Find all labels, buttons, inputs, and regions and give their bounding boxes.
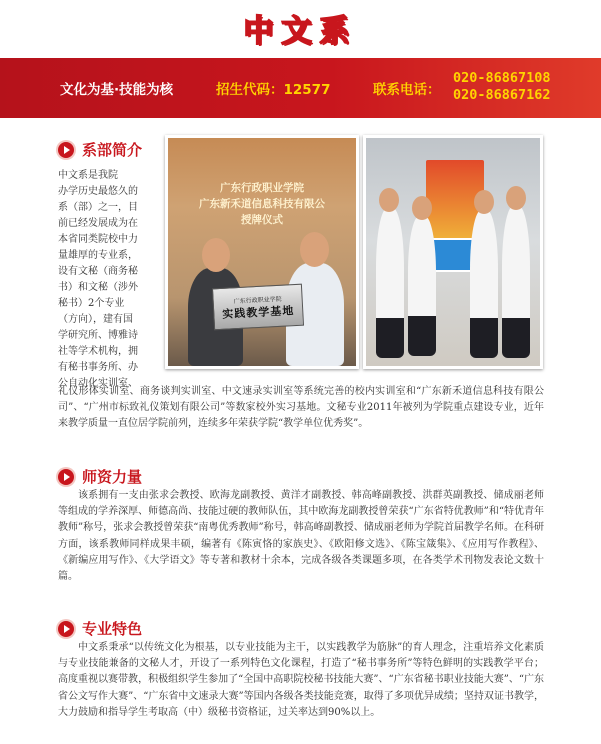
- photo-caption-3: 授牌仪式: [241, 214, 283, 226]
- photo-caption-2: 广东新禾道信息科技有限公: [199, 198, 325, 210]
- page-title: 中文系: [243, 14, 358, 49]
- intro-column-line: 本省同类院校中力: [58, 234, 138, 245]
- phone-number-1: 020-86867108: [453, 70, 551, 86]
- intro-column-line: 前已经发展成为在: [58, 218, 138, 229]
- play-arrow-icon: [58, 469, 74, 485]
- student-1-head: [379, 188, 399, 212]
- intro-column-line: 办学历史最悠久的: [58, 186, 138, 197]
- student-2: [408, 216, 436, 356]
- intro-column-line: 量雄厚的专业系，: [58, 250, 138, 261]
- student-3: [470, 210, 498, 358]
- motto-text: 文化为基·技能为核: [60, 82, 174, 98]
- students-photo: [363, 135, 543, 369]
- student-4-head: [506, 186, 526, 210]
- student-1: [376, 208, 404, 358]
- person-left-head: [202, 238, 230, 272]
- plaque: [212, 284, 304, 331]
- student-4: [502, 206, 530, 358]
- intro-column-text: [58, 168, 158, 392]
- intro-column-line: 中文系是我院: [58, 170, 118, 181]
- intro-column-line: 设有文秘（商务秘: [58, 266, 138, 277]
- intro-column-line: 学研究所、博雅诗: [58, 330, 138, 341]
- contact-label: 联系电话：: [373, 82, 441, 98]
- section-header-faculty: [58, 466, 142, 487]
- section-header-features: [58, 618, 142, 639]
- intro-column-line: （方向），建有国: [58, 314, 133, 325]
- plaque-small-text: 广东行政职业学院: [233, 295, 282, 305]
- intro-column-line: 书）和文秘（涉外: [58, 282, 138, 293]
- student-3-head: [474, 190, 494, 214]
- plaque-big-text: 实践教学基地: [221, 303, 295, 321]
- play-arrow-icon: [58, 621, 74, 637]
- section-header-intro: [58, 139, 142, 160]
- intro-full-text: 礼仪形体实训室、商务谈判实训室、中文速录实训室等系统完善的校内实训室和“广东新禾道信息科技有限公司”、“广州市标致礼仪策划有限公司”等数家校外实习基地。文秘专业2011年被列为学院重点建设专业，近年来教学质量一直位居学院前列，连续多年荣获学院“教学单位优秀奖”。: [58, 386, 544, 430]
- faculty-text: 该系拥有一支由张求会教授、欧海龙副教授、黄洋才副教授、韩高峰副教授、洪群英副教授、储成丽老师等组成的学养深厚、师德高尚、技能过硬的教师队伍，其中欧海龙副教授曾荣获“广东省特优教师”和“特优青年教师”称号，张求会教授曾荣获“南粤优秀教师”称号，韩高峰副教授、储成丽老师为学院首届教学名师。在科研方面，该系教师同样成果丰硕，编著有《陈寅恪的家族史》、《欧阳修文选》、《陈宝箴集》、《应用写作教程》、《新编应用写作》、《大学语文》等专著和教材十余本，完成各级各类课题多项，在各类学术刊物发表论文数十篇。: [58, 490, 544, 583]
- intro-column-line: 有秘书事务所、办: [58, 362, 138, 373]
- features-text: 中文系秉承“以传统文化为根基，以专业技能为主干，以实践教学为筋脉”的育人理念，注重培养文化素质与专业技能兼备的文秘人才，开设了一系列特色文化课程，打造了“秘书事务所”等特色鲜明的实践教学平台；高度重视以赛带教，积极组织学生参加了“全国中高职院校秘书技能大赛”、“广东省秘书职业技能大赛”、“广东省公文写作大赛”、“广东省中文速录大赛”等国内各级各类技能竞赛，取得了多项优异成绩；坚持双证书教学，大力鼓励和指导学生考取高（中）级秘书资格证，过关率达到90%以上。: [58, 642, 544, 718]
- intro-column-line: 秘书）2个专业: [58, 298, 125, 309]
- student-2-head: [412, 196, 432, 220]
- section-title-features: 专业特色: [82, 620, 143, 638]
- ceremony-photo: [165, 135, 359, 369]
- play-arrow-icon: [58, 142, 74, 158]
- section-title-intro: 系部简介: [82, 141, 143, 159]
- person-right-head: [300, 232, 329, 267]
- admission-code: 招生代码：12577: [216, 82, 331, 98]
- photo-caption-1: 广东行政职业学院: [220, 182, 304, 194]
- intro-column-line: 系（部）之一，目: [58, 202, 138, 213]
- intro-column-line: 社等学术机构，拥: [58, 346, 138, 357]
- header-band: [0, 58, 601, 118]
- intro-column-line: 公自动化实训室、: [58, 378, 138, 389]
- phone-number-2: 020-86867162: [453, 87, 551, 103]
- section-title-faculty: 师资力量: [82, 468, 143, 486]
